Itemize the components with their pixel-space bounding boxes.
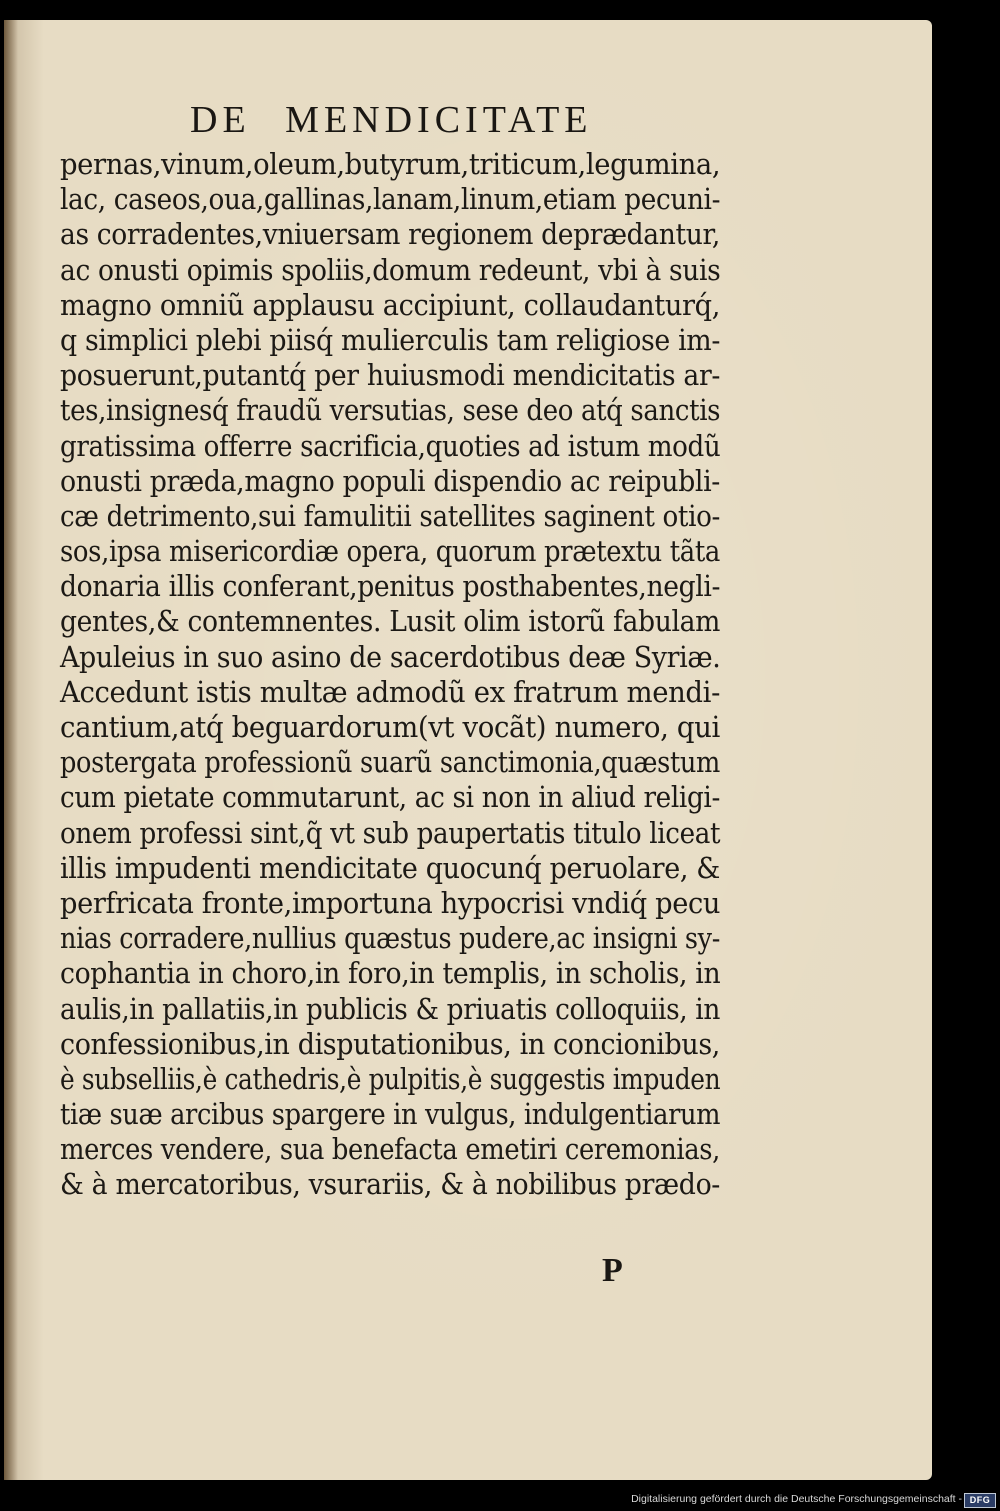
book-page bbox=[4, 20, 932, 1480]
text-line-6: q simplici plebi piisq́ mulierculis tam religiose im- bbox=[60, 322, 721, 357]
text-line-20: onem professi sint,q̃ vt sub paupertatis titulo liceat bbox=[60, 815, 721, 850]
body-text bbox=[60, 147, 720, 1203]
text-line-2: lac, caseos,oua,gallinas,lanam,linum,etiam pecuni- bbox=[60, 182, 721, 217]
text-line-21: illis impudenti mendicitate quocunq́ peruolare, & bbox=[60, 850, 720, 885]
footer-bar bbox=[0, 1490, 1000, 1511]
text-line-19: cum pietate commutarunt, ac si non in aliud religi- bbox=[60, 780, 720, 815]
text-line-27: è subselliis,è cathedris,è pulpitis,è suggestis impuden bbox=[60, 1061, 721, 1096]
dfg-logo: DFG bbox=[964, 1493, 996, 1508]
running-head-word-2: MENDICITATE bbox=[285, 99, 593, 141]
text-line-22: perfricata fronte,importuna hypocrisi vndiq́ pecu bbox=[60, 885, 721, 920]
text-line-26: confessionibus,in disputationibus, in concionibus, bbox=[60, 1026, 720, 1061]
text-line-15: Apuleius in suo asino de sacerdotibus deæ Syriæ. bbox=[60, 639, 721, 674]
text-line-10: onusti præda,magno populi dispendio ac reipubli- bbox=[60, 463, 720, 498]
text-line-17: cantium,atq́ beguardorum(vt vocãt) numero, qui bbox=[60, 710, 720, 744]
text-line-16: Accedunt istis multæ admodũ ex fratrum mendi- bbox=[60, 674, 720, 709]
text-line-4: ac onusti opimis spoliis,domum redeunt, vbi à suis bbox=[60, 252, 721, 287]
text-line-25: aulis,in pallatiis,in publicis & priuatis colloquiis, in bbox=[60, 991, 721, 1026]
text-line-18: postergata professionũ suarũ sanctimonia,quæstum bbox=[60, 745, 720, 780]
gutter-shadow bbox=[4, 20, 18, 1480]
text-line-23: nias corradere,nullius quæstus pudere,ac insigni sy- bbox=[60, 921, 720, 956]
text-line-12: sos,ipsa misericordiæ opera, quorum prætextu tãta bbox=[60, 534, 720, 569]
text-line-28: tiæ suæ arcibus spargere in vulgus, indulgentiarum bbox=[60, 1097, 721, 1132]
text-line-30: & à mercatoribus, vsurariis, & à nobilibus prædo- bbox=[60, 1167, 720, 1202]
funding-note: Digitalisierung gefördert durch die Deutsche Forschungsgemeinschaft - bbox=[631, 1493, 962, 1505]
text-line-14: gentes,& contemnentes. Lusit olim istorũ fabulam bbox=[60, 604, 720, 639]
text-line-11: cæ detrimento,sui famulitii satellites saginent otio- bbox=[60, 498, 720, 533]
signature-mark: P bbox=[602, 1252, 623, 1289]
text-line-1: pernas,vinum,oleum,butyrum,triticum,legumina, bbox=[60, 147, 721, 181]
text-line-5: magno omniũ applausu accipiunt, collaudanturq́, bbox=[60, 287, 720, 322]
running-head-word-1: DE bbox=[190, 99, 251, 141]
text-line-9: gratissima offerre sacrificia,quoties ad istum modũ bbox=[60, 428, 721, 463]
text-line-13: donaria illis conferant,penitus posthabentes,negli- bbox=[60, 569, 721, 604]
running-head bbox=[190, 98, 750, 142]
text-line-7: posuerunt,putantq́ per huiusmodi mendicitatis ar- bbox=[60, 358, 720, 393]
text-line-8: tes,insignesq́ fraudũ versutias, sese deo atq́ sanctis bbox=[60, 393, 721, 428]
text-line-29: merces vendere, sua benefacta emetiri ceremonias, bbox=[60, 1132, 720, 1167]
text-line-24: cophantia in choro,in foro,in templis, in scholis, in bbox=[60, 956, 721, 991]
text-line-3: as corradentes,vniuersam regionem deprædantur, bbox=[60, 217, 721, 252]
